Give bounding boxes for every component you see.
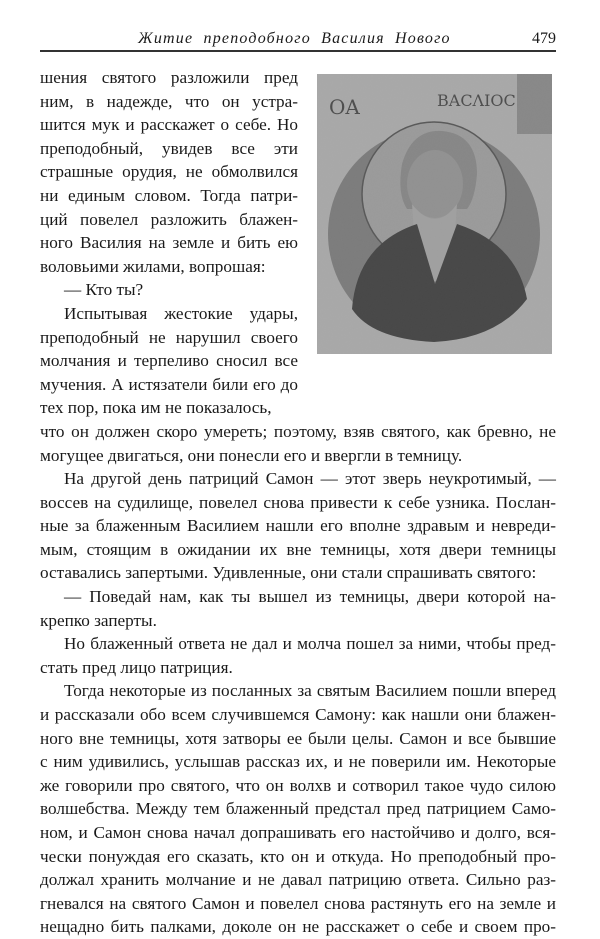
page-body-text [40,66,556,939]
text-line: и рассказали обо всем случившемся Самону: как нашли они блажен- [40,705,556,725]
text-line: должал хранить молчание и не давал патрицию ответа. Сильно раз- [40,870,556,890]
text-line: Испытывая жестокие удары, [64,303,298,323]
text-line: оставались запертыми. Удивленные, они стали спрашивать святого: [40,563,537,583]
text-line: ного вне темницы, хотя затворы ее были целы. Самон и все бывшие [40,728,556,748]
text-line: волшебства. Между тем блаженный предстал пред патрицием Само- [40,799,556,819]
text-line: молчания и терпеливо сносил все [40,351,298,371]
text-full-width [40,420,556,939]
text-line: преподобный не нарушил своего [40,327,298,347]
text-line: Но блаженный ответа не дал и молча пошел за ними, чтобы пред- [64,634,556,654]
text-line: ном, и Самон снова начал допрашивать его настойчиво и долго, вся- [40,823,556,842]
text-line: — Поведай нам, как ты вышел из темницы, двери которой на- [64,587,556,607]
text-line: могущее двигаться, они понесли его и ввергли в темницу. [40,445,463,465]
text-line: ного Василия на земле и бить ею [40,233,298,253]
text-line: шения святого разложили пред [40,68,298,87]
text-line: что он должен скоро умереть; поэтому, взяв святого, как бревно, не [40,421,556,441]
text-line: ни единым словом. Тогда патри- [40,185,298,205]
inscription-right: ΒΑCΛΙΟC [437,91,516,110]
text-line: воссев на судилище, повелел снова привести к себе узника. Послан- [40,492,556,512]
text-line: Тогда некоторые из посланных за святым Василием пошли вперед [64,681,556,701]
text-line: ные за блаженным Василием нашли его вполне здравым и невреди- [40,516,556,536]
text-line: гневался на святого Самон и повелел снова растянуть его на земле и [40,893,556,913]
text-line: шится мук и расскажет о себе. Но [40,115,298,135]
text-line: воловьими жилами, вопрошая: [40,256,266,276]
text-beside-figure [40,66,298,420]
text-line: мучения. А истязатели били его до [40,374,298,394]
text-line: чески понуждая его сказать, кто он и откуда. Но преподобный про- [40,846,556,866]
text-line: — Кто ты? [64,280,144,300]
text-line: страшные орудия, не обмолвился [40,162,298,182]
running-title: Житие преподобного Василия Нового [138,30,451,47]
text-line: ций повелел разложить блажен- [40,209,298,229]
text-line: с ним удивились, услышав рассказ их, и не поверили им. Некоторые [40,752,556,772]
text-line: крепко заперты. [40,610,157,630]
text-line: нещадно бить палками, доколе он не расскажет о себе и своем про- [40,917,556,937]
text-line: тех пор, пока им не показалось, [40,398,272,418]
text-line: На другой день патриций Самон — этот зверь неукротимый, — [64,469,556,489]
text-line: же говорили про святого, что он волхв и сотворил такое чудо силою [40,775,556,795]
text-line: стать пред лицо патриция. [40,657,233,677]
running-header [40,24,556,50]
header-rule [40,50,556,52]
inscription-left: ΟΑ [329,95,360,119]
text-line: мым, стоящим в ожидании их вне темницы, хотя двери темницы [40,539,556,559]
text-line: преподобный, увидев все эти [40,138,298,158]
text-line: ним, в надежде, что он устра- [40,91,298,111]
page-number: 479 [532,30,556,47]
